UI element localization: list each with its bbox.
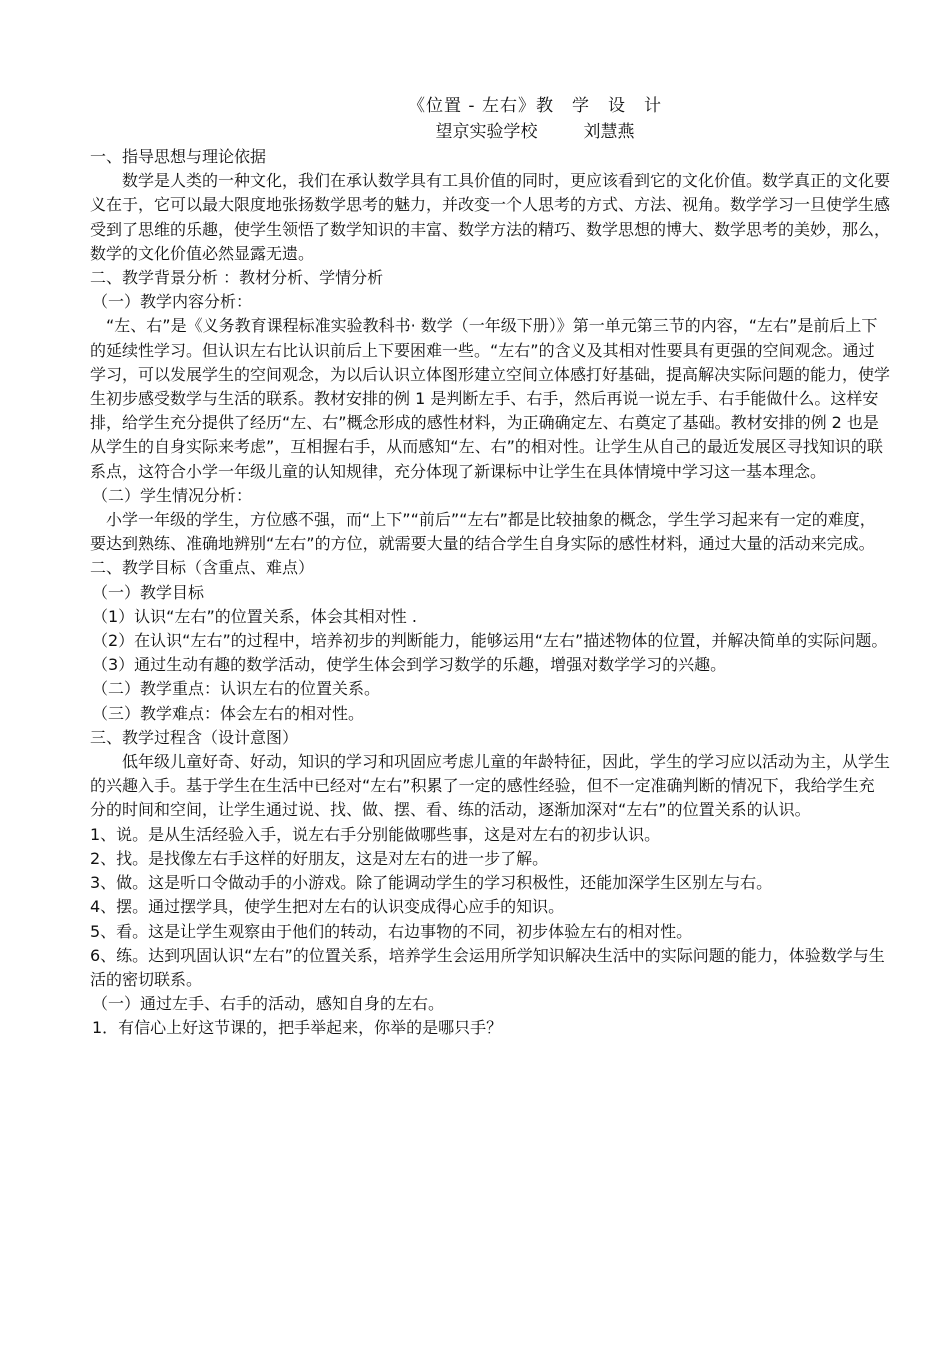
step-4: 4、摆。通过摆学具，使学生把对左右的认识变成得心应手的知识。 — [90, 897, 565, 917]
author-line — [90, 120, 890, 145]
document-body — [90, 145, 890, 1041]
paragraph-students: 小学一年级的学生，方位感不强，而“上下”“前后”“左右”都是比较抽象的概念，学生学习起来有一定的难度，要达到熟练、准确地辨别“左右”的方位，就需要大量的结合学生自身实际的感性材料，通过大量的活动来完成。 — [90, 510, 876, 554]
heading-background: 二、教学背景分析 ：教材分析、学情分析 — [90, 268, 384, 288]
step-2: 2、找。是找像左右手这样的好朋友，这是对左右的进一步了解。 — [90, 848, 549, 868]
paragraph-culture: 数学是人类的一种文化，我们在承认数学具有工具价值的同时，更应该看到它的文化价值。数学真正的文化要义在于，它可以最大限度地张扬数学思考的魅力，并改变一个人思考的方式、方法、视角。数学学习一旦使学生感受到了思维的乐趣，使学生领悟了数学知识的丰富、数学方法的精巧、数学思想的博大、数学思考的美妙，那么，数学的文化价值必然显露无遗。 — [90, 171, 891, 263]
activity-item-1: 1．有信心上好这节课的，把手举起来，你举的是哪只手？ — [92, 1018, 503, 1038]
author-name: 刘慧燕 — [583, 122, 635, 142]
objective-1: （1）认识“左右”的位置关系，体会其相对性 . — [92, 606, 417, 626]
paragraph-content: “左、右”是《义务教育课程标准实验教科书· 数学（一年级下册）》第一单元第三节的内容，“左右”是前后上下的延续性学习。但认识左右比认识前后上下要困难一些。“左右”的含义及其相对性要具有更强的空间观念。通过学习，可以发展学生的空间观念，为以后认识立体图形建立空间立体感打好基础，提高解决实际问题的能力，使学生初步感受数学与生活的联系。教材安排的例 1 是判断左手、右手，然后再说一说左手、右手能做什么。这样安排，给学生充分提供了经历“左、右”概念形成的感性材料，为正确确定左、右奠定了基础。教材安排的例 2 也是从学生的自身实际来考虑”，互相握右手，从而感知“左、右”的相对性。让学生从自己的最近发展区寻找知识的联系点，这符合小学一年级儿童的认知规律，充分体现了新课标中让学生在具体情境中学习这一基本理念。 — [90, 316, 891, 481]
step-6: 6、练。达到巩固认识“左右”的位置关系，培养学生会运用所学知识解决生活中的实际问题的能力，体验数学与生活的密切联系。 — [90, 945, 885, 989]
heading-process: 三、教学过程含（设计意图） — [90, 727, 299, 747]
objective-2: （2）在认识“左右”的过程中，培养初步的判断能力，能够运用“左右”描述物体的位置，并解决简单的实际问题。 — [92, 631, 888, 651]
paragraph-process: 低年级儿童好奇、好动，知识的学习和巩固应考虑儿童的年龄特征，因此，学生的学习应以活动为主，从学生的兴趣入手。基于学生在生活中已经对“左右”积累了一定的感性经验，但不一定准确判断的情况下，我给学生充分的时间和空间，让学生通过说、找、做、摆、看、练的活动，逐渐加深对“左右”的位置关系的认识。 — [90, 752, 891, 820]
objective-3: （3）通过生动有趣的数学活动，使学生体会到学习数学的乐趣，增强对数学学习的兴趣。 — [92, 655, 727, 675]
key-point: （二）教学重点：认识左右的位置关系。 — [92, 679, 381, 699]
subheading-activity: （一）通过左手、右手的活动，感知自身的左右。 — [92, 994, 445, 1014]
heading-objectives: 二、教学目标（含重点、难点） — [90, 558, 315, 578]
document-title: 《位置 - 左右》教 学 设 计 — [408, 96, 662, 116]
subheading-content: （一）教学内容分析： — [92, 292, 253, 312]
difficult-point: （三）教学难点：体会左右的相对性。 — [92, 703, 365, 723]
heading-guiding-thought: 一、指导思想与理论依据 — [90, 147, 267, 166]
subheading-students: （二）学生情况分析： — [92, 485, 253, 505]
step-3: 3、做。这是听口令做动手的小游戏。除了能调动学生的学习积极性，还能加深学生区别左与右。 — [90, 873, 773, 893]
subheading-objectives: （一）教学目标 — [92, 582, 205, 602]
step-5: 5、看。这是让学生观察由于他们的转动，右边事物的不同，初步体验左右的相对性。 — [90, 921, 693, 941]
school-name: 望京实验学校 — [435, 122, 538, 142]
step-1: 1、说。是从生活经验入手，说左右手分别能做哪些事，这是对左右的初步认识。 — [90, 824, 661, 844]
